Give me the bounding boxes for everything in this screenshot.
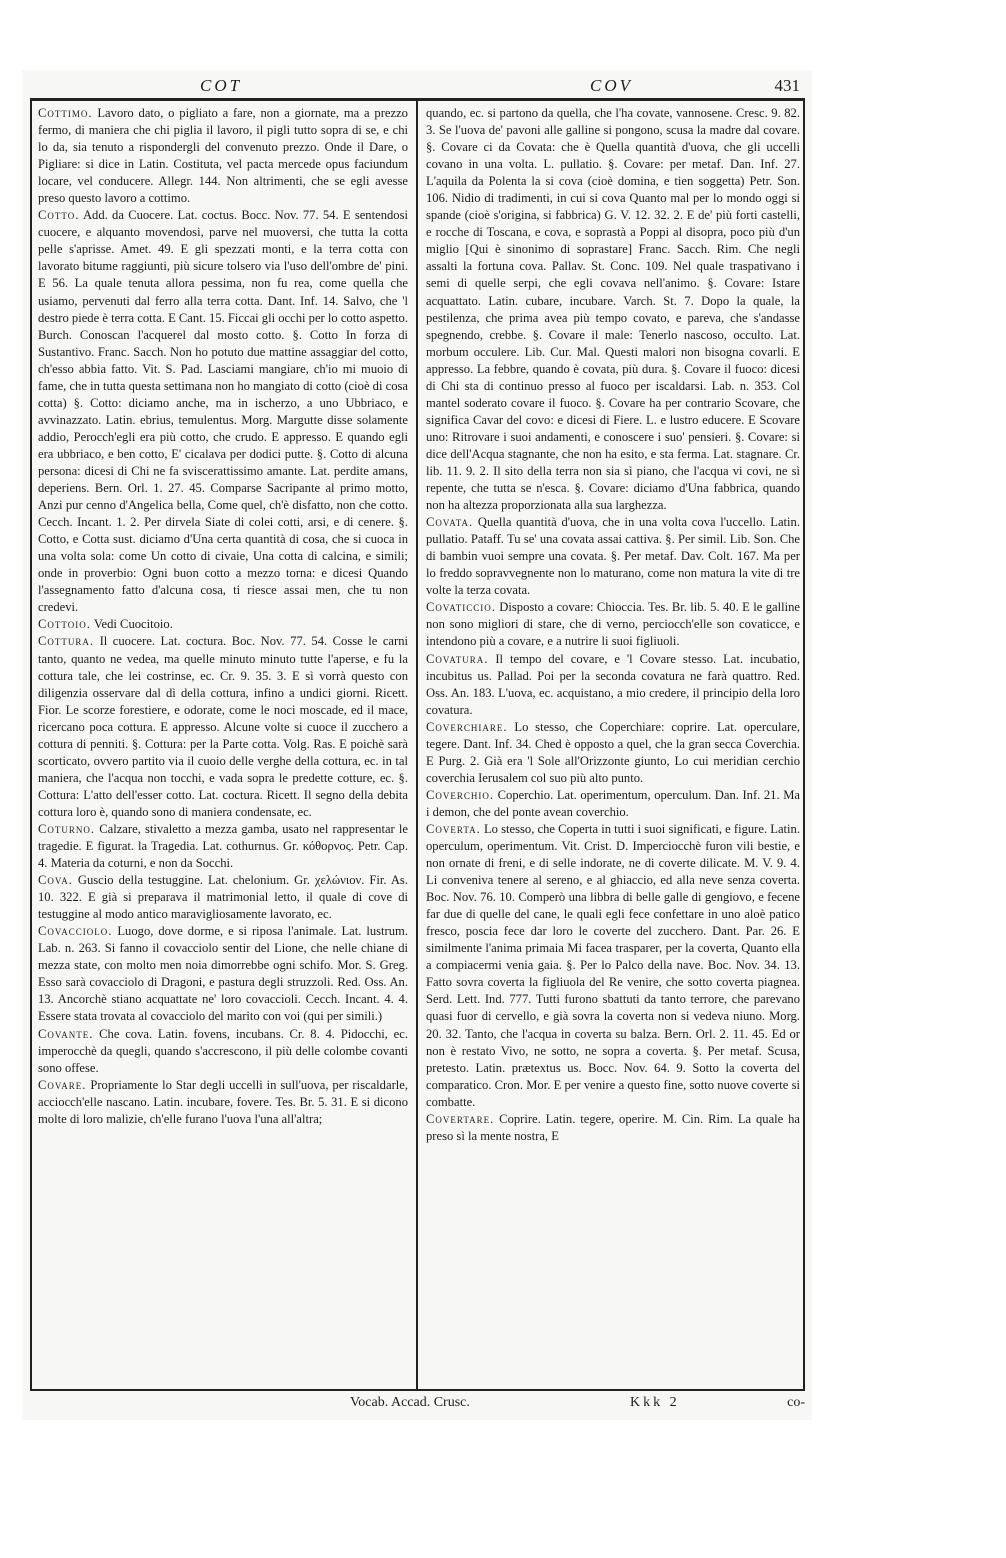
entry-headword: Cotto. [38, 208, 80, 223]
entry-headword: Covatura. [426, 651, 489, 666]
entry-headword: Cova. [38, 873, 73, 888]
entry-text: Disposto a covare: Chioccia. Tes. Br. lib. 5. 40. E le galline non sono migliori di stare, che di verno, perciocch'elle son covaticce, e intendono più a covare, e a nutrire li suoi figliuoli. [426, 600, 800, 649]
entry-headword: Covaticcio. [426, 600, 496, 615]
entry-headword: Covare. [38, 1077, 87, 1092]
entry-headword: Covertare. [426, 1111, 495, 1126]
dictionary-entry [38, 1077, 408, 1128]
entry-text: Quella quantità d'uova, che in una volta cova l'uccello. Latin. pullatio. Pataff. Tu se' una covata assai cattiva. §. Per simil. Lib. Son. Che di bambin vuoi sempre una covata. §. Per metaf. Dav. Colt. 167. Ma per lo freddo sopravvegnente non lo maturano, come non matura la vite di tre volte la terza covata. [426, 515, 800, 598]
header-right-guide: COV [590, 76, 633, 95]
entry-text: Guscio della testuggine. Lat. chelonium. Gr. χελώνιον. Fir. As. 10. 322. E già si preparava il matrimonial letto, il quale di cove di testuggine al modo antico maravigliosamente lavorato, ec. [38, 873, 408, 922]
entry-headword: Covata. [426, 515, 474, 530]
entry-text: Lo stesso, che Coperta in tutti i suoi significati, e figure. Latin. operculum, operimentum. Vit. Crist. D. Imperciocchè furon vili bestie, e non ornate di freni, e di selle indorate, ne di coverte dilicate. M. V. 9. 4. Li conveniva tenere al sereno, e al ghiaccio, ed alla neve senza coverta. Boc. Nov. 76. 10. Comperò una libbra di belle galle di gengiovo, e fecene far due di quelle del cane, le quali egli fece confettare in uno aloè patico fresco, poscia fece dar loro le coverte del zucchero. Dant. Par. 26. E similmente l'anima primaia Mi facea trasparer, per la coverta, Quanto ella a compiacermi venia gaia. §. Per lo Palco della nave. Boc. Nov. 34. 13. Fatto sovra coverta la figliuola del Re venire, che sotto coverta piagnea. Serd. Lett. Ind. 777. Tutti furono sbattuti da tanto terrore, che parevano quasi fuor di cervello, e già sovra la coverta non si vedeva niuno. Morg. 20. 32. Tanto, che l'acqua in coverta su balza. Bern. Orl. 2. 11. 45. Ed or non è restato Vivo, ne sotto, ne sopra a coverta. §. Per metaf. Scusa, pretesto. Latin. prætextus us. Bocc. Nov. 64. 9. Sotto la coverta del comparatico. Cron. Mor. E per venire a questo fine, sotto nuove coverte si combatte. [426, 821, 800, 1109]
frame-right-rule [803, 98, 805, 1390]
dictionary-entry [38, 1026, 408, 1077]
entry-text: Add. da Cuocere. Lat. coctus. Bocc. Nov. 77. 54. E sentendosi cuocere, e alquanto movendosi, parve nel muoversi, che tutta la cotta pelle s'aprisse. Amet. 49. E gli spezzati monti, e la terra cotta con lavorato bitume raggiunti, più sicure tolsero via l'uso dell'ombre de' pini. E 56. La quale tenuta allora pessima, non fu rea, come quella che usiamo, pervenuti dal ferro alla terra cotta. Dant. Inf. 14. Salvo, che 'l destro piede è terra cotta. E Cant. 15. Ficcai gli occhi per lo cotto aspetto. Burch. Conoscan l'acquerel dal mosto cotto. §. Cotto In forza di Sustantivo. Franc. Sacch. Non ho potuto due mattine assaggiar del cotto, ch'esso abbia fatto. Vit. S. Pad. Lasciami mangiare, ch'io mi muoio di fame, che in tutta questa settimana non ho mangiato di cotto (cioè di cosa cotta) §. Cotto: diciamo anche, ma in ischerzo, a uno Ubbriaco, e avvinazzato. Latin. ebrius, temulentus. Morg. Margutte disse solamente addio, Perocch'egli era più cotto, che crudo. E appresso. E quando egli era ubbriaco, e ben cotto, E' cicalava per dodici putte. §. Cotto di alcuna persona: dicesi di Chi ne fa sviscerattissimo amante. Lat. perdite amans, deperiens. Bern. Orl. 1. 27. 45. Comparse Sacripante al primo motto, Anzi pur cenno d'Angelica bella, Come quel, ch'è disfatto, non che cotto. Cecch. Incant. 1. 2. Per dirvela Siate di colei cotti, arsi, e di cenere. §. Cotto, e Cotta sust. diciamo d'Una certa quantità di cosa, che si cuoca in una volta sola: come Un cotto di civaie, Una cotta di calcina, e simili; onde in proverbio: Ogni buon cotto a mezzo torna: e dicesi Quando l'assegnamento fatto d'alcuna cosa, ti riesce assai men, che tu non credevi. [38, 208, 408, 615]
entry-text: Il cuocere. Lat. coctura. Boc. Nov. 77. 54. Cosse le carni tanto, quanto ne vedea, ma quelle minuto minuto tutte l'aperse, e fu la cottura tale, che lei costrinse, ec. Cr. 9. 35. 3. E sì vorrà questo con diligenzia osservare dal dì della cottura, infino a undici giorni. Ricett. Fior. Le scorze forestiere, e odorate, come le noci moscade, ed il mace, ricercano poca cottura. E appresso. Alcune volte si cuoce il zucchero a cottura di penniti. §. Cottura: per la Parte cotta. Volg. Ras. E poichè sarà scorticato, ovvero partito via il cuoio delle verghe della cottura, ec. in tal maniera, che l'acqua non tocchi, e vada sopra le predette cotture, ec. §. Cottura: L'atto dell'esser cotto. Lat. coctura. Ricett. Il segno della debita cottura loro è, quando sono di maniera condensate, ec. [38, 634, 408, 819]
entry-headword: Cottoio. [38, 617, 91, 632]
dictionary-entry [426, 821, 800, 1111]
dictionary-entry [426, 787, 800, 821]
dictionary-entry [38, 207, 408, 616]
left-column [38, 105, 408, 1395]
entry-headword: Coverta. [426, 821, 481, 836]
entry-text: Coprire. Latin. tegere, operire. M. Cin. Rim. La quale ha preso sì la mente nostra, E [426, 1111, 800, 1143]
footer-signature: Vocab. Accad. Crusc. [350, 1395, 470, 1410]
running-header [30, 76, 800, 98]
dictionary-entry [426, 651, 800, 719]
entry-headword: Cottimo. [38, 106, 93, 120]
page-footer [30, 1395, 805, 1417]
entry-text: Il tempo del covare, e 'l Covare stesso. Lat. incubatio, incubitus us. Pallad. Poi per la seconda covatura ne farà quattro. Red. Oss. An. 183. L'uova, ec. acquistano, a mio credere, il principio della loro covatura. [426, 651, 800, 717]
dictionary-entry [426, 1111, 800, 1145]
dictionary-entry [426, 105, 800, 514]
entry-text: quando, ec. si partono da quella, che l'ha covate, vannosene. Cresc. 9. 82. 3. Se l'uova de' pavoni alle galline si pongono, scusa la madre dal covare. §. Covare ci da Covata: che è Quella quantità d'uova, che gli uccelli covano in una volta. L. pullatio. §. Covare: per metaf. Dan. Inf. 27. L'aquila da Polenta la si cova (cioè domina, e tien soggetta) Petr. Son. 106. Nidio di tradimenti, in cui si cova Quanto mal per lo mondo oggi si spande (cioè s'origina, si fabbrica) G. V. 12. 32. 2. E de' più forti castelli, e rocche di Toscana, e cova, e soprastà a Poppi al disopra, poco più d'un miglio [Qui è sinonimo di soprastare] Franc. Sacch. Rim. Che negli assalti la fortuna cova. Pallav. St. Conc. 109. Nel quale traspativano i semi di quelle serpi, che egli covava nell'animo. §. Covare: Istare acquattato. Latin. cubare, incubare. Varch. St. 7. Dopo la quale, la pestilenza, che prima avea più tempo covato, e pareva, che s'andasse spegnendo, crebbe. §. Covare il male: Tenerlo nascoso, occulto. Lat. morbum occulere. Lib. Cur. Mal. Questi malori non bisogna covarli. E appresso. La febbre, quando è covata, più dura. §. Covare il fuoco: dicesi di Chi sta di continuo presso al fuoco per iscaldarsi. Lab. n. 353. Col mantel soderato covare il fuoco. §. Covare ha per contrario Scovare, che significa Cavar del covo: e dicesi di Fiere. L. e lustro educere. E Scovare uno: Ritrovare i suoi andamenti, e conoscere i suo' pensieri. §. Covare: si dice dell'Acqua stagnante, che non ha esito, e sta ferma. Lat. stagnare. Cr. lib. 11. 9. 2. Il sito della terra non sia sì piano, che l'acqua vi covi, ne sì repente, che tutta se n'esca. §. Covare: diciamo d'Una fabbrica, quando non ha altezza proporzionata alla sua larghezza. [426, 106, 800, 513]
catchword: co- [787, 1395, 805, 1410]
gathering-mark: Kkk 2 [630, 1395, 680, 1410]
entry-text: Che cova. Latin. fovens, incubans. Cr. 8. 4. Pidocchi, ec. imperocchè da quegli, quando s'accrescono, il più delle colombe covanti sono offese. [38, 1026, 408, 1075]
right-column [426, 105, 800, 1395]
header-left-guide: COT [200, 76, 243, 95]
dictionary-entry [38, 633, 408, 821]
entry-text: Coperchio. Lat. operimentum, operculum. Dan. Inf. 21. Ma i demon, che del ponte avean coverchio. [426, 787, 800, 819]
entry-headword: Coverchiare. [426, 719, 508, 734]
frame-left-rule [30, 98, 32, 1390]
entry-headword: Covacciolo. [38, 924, 113, 939]
entry-text: Calzare, stivaletto a mezza gamba, usato nel rappresentar le tragedie. E figurat. la Tragedia. Lat. cothurnus. Gr. κόθορνος. Petr. Cap. 4. Materia da coturni, e non da Socchi. [38, 821, 408, 871]
column-divider [416, 98, 418, 1390]
entry-headword: Coverchio. [426, 787, 495, 802]
entry-headword: Covante. [38, 1026, 94, 1041]
dictionary-entry [38, 872, 408, 923]
dictionary-entry [38, 105, 408, 207]
dictionary-entry [426, 599, 800, 650]
dictionary-entry [38, 616, 408, 633]
page-number: 431 [774, 76, 800, 95]
dictionary-entry [426, 514, 800, 599]
entry-text: Lavoro dato, o pigliato a fare, non a giornate, ma a prezzo fermo, di maniera che chi piglia il lavoro, il pigli tutto sopra di se, e chi lo da, sia tenuto a rispondergli del convenuto prezzo. Onde il Dare, o Pigliare: si dice in Latin. Costituta, vel pacta mercede opus faciundum locare, vel conducere. Allegr. 144. Non altrimenti, che se egli avesse preso questo lavoro a cottimo. [38, 106, 408, 206]
dictionary-entry [38, 923, 408, 1025]
entry-text: Luogo, dove dorme, e si riposa l'animale. Lat. lustrum. Lab. n. 263. Si fanno il covacciolo sentir del Lione, che nelle chiane di mezza state, con molto men noia dimorrebbe ogni schifo. Mor. S. Greg. Esso sarà covacciolo di Dragoni, e pastura degli struzzoli. Red. Oss. An. 13. Ancorchè stiano acquattate ne' loro covaccioli. Cecch. Incant. 4. 4. Essere stata trovata al covacciolo del marito con voi (qui per simili.) [38, 924, 408, 1024]
entry-headword: Coturno. [38, 821, 96, 836]
entry-headword: Cottura. [38, 634, 95, 649]
entry-text: Lo stesso, che Coperchiare: coprire. Lat. operculare, tegere. Dant. Inf. 34. Ched è opposto a quel, che la gran secca Coverchia. E Purg. 2. Già era 'l Sole all'Orizzonte giunto, Lo cui meridian cerchio coverchia Ierusalem col suo più alto punto. [426, 719, 800, 785]
dictionary-entry [426, 719, 800, 787]
entry-text: Vedi Cuocitoio. [93, 617, 173, 632]
dictionary-entry [38, 821, 408, 872]
entry-text: Propriamente lo Star degli uccelli in sull'uova, per riscaldarle, acciocch'elle nascano. Latin. incubare, fovere. Tes. Br. 5. 31. E si dicono molte di loro malizie, ch'elle furano l'uova l'una all'altra; [38, 1077, 408, 1126]
